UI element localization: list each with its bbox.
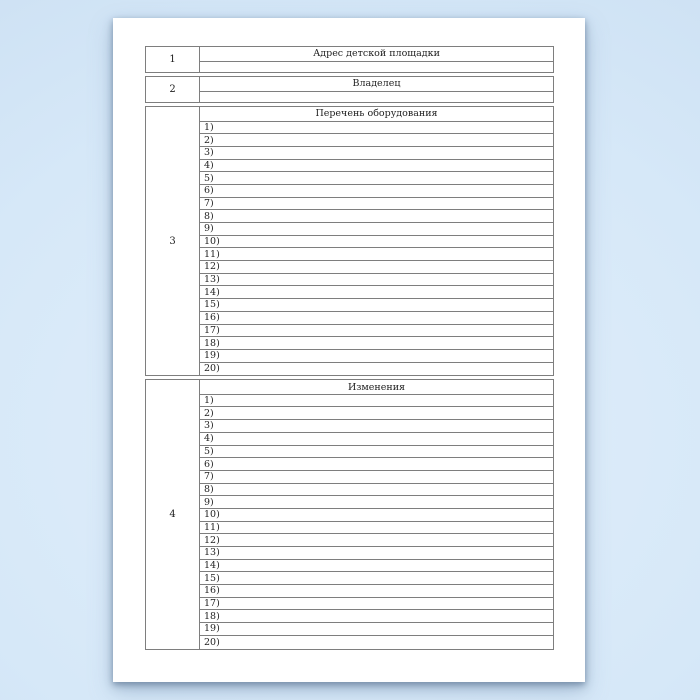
list-item-row: 12) <box>200 261 553 274</box>
playground-passport-table <box>145 46 554 653</box>
section-number: 1 <box>146 47 200 72</box>
list-item-row: 13) <box>200 274 553 287</box>
list-item-row: 4) <box>200 433 553 446</box>
list-item-row: 2) <box>200 407 553 420</box>
list-item-row: 5) <box>200 172 553 185</box>
section-rows <box>200 107 553 375</box>
list-item-row: 8) <box>200 210 553 223</box>
list-item-row: 1) <box>200 122 553 135</box>
document-page <box>113 18 585 682</box>
list-item-row: 11) <box>200 522 553 535</box>
list-item-row: 4) <box>200 160 553 173</box>
section-header: Владелец <box>200 77 553 92</box>
list-item-row: 12) <box>200 534 553 547</box>
list-item-row: 20) <box>204 363 220 375</box>
list-item-row: 9) <box>200 496 553 509</box>
list-item-row: 20) <box>204 636 220 648</box>
list-item-row: 14) <box>200 286 553 299</box>
list-item-row: 5) <box>200 446 553 459</box>
list-item-row: 11) <box>200 248 553 261</box>
section-number: 4 <box>146 380 200 648</box>
table-section-4 <box>145 379 554 649</box>
list-item-row: 17) <box>200 325 553 338</box>
list-item-row: 7) <box>200 471 553 484</box>
section-header: Перечень оборудования <box>200 107 553 122</box>
list-item-row: 6) <box>200 185 553 198</box>
list-item-row: 2) <box>200 134 553 147</box>
list-item-row: 16) <box>200 312 553 325</box>
list-item-row: 15) <box>200 572 553 585</box>
list-item-row: 1) <box>200 395 553 408</box>
section-rows <box>200 47 553 72</box>
table-section-3 <box>145 106 554 376</box>
list-item-row: 3) <box>200 420 553 433</box>
section-header: Изменения <box>200 380 553 395</box>
list-item-row: 18) <box>200 610 553 623</box>
table-section-2 <box>145 76 554 103</box>
table-section-1 <box>145 46 554 73</box>
blank-fill-row <box>200 92 553 103</box>
list-item-row: 13) <box>200 547 553 560</box>
list-item-row: 17) <box>200 598 553 611</box>
list-item-row: 7) <box>200 198 553 211</box>
list-item-row: 8) <box>200 484 553 497</box>
list-item-row: 9) <box>200 223 553 236</box>
list-item-row: 10) <box>200 236 553 249</box>
list-item-row: 16) <box>200 585 553 598</box>
section-number: 3 <box>146 107 200 375</box>
blank-fill-row <box>200 62 553 73</box>
section-number: 2 <box>146 77 200 102</box>
list-item-row: 10) <box>200 509 553 522</box>
list-item-row: 3) <box>200 147 553 160</box>
list-item-row: 19) <box>200 623 553 636</box>
list-item-row: 18) <box>200 337 553 350</box>
section-rows <box>200 77 553 102</box>
list-item-row: 15) <box>200 299 553 312</box>
list-item-row: 6) <box>200 458 553 471</box>
list-item-row: 19) <box>200 350 553 363</box>
section-rows <box>200 380 553 648</box>
section-header: Адрес детской площадки <box>200 47 553 62</box>
list-item-row: 14) <box>200 560 553 573</box>
